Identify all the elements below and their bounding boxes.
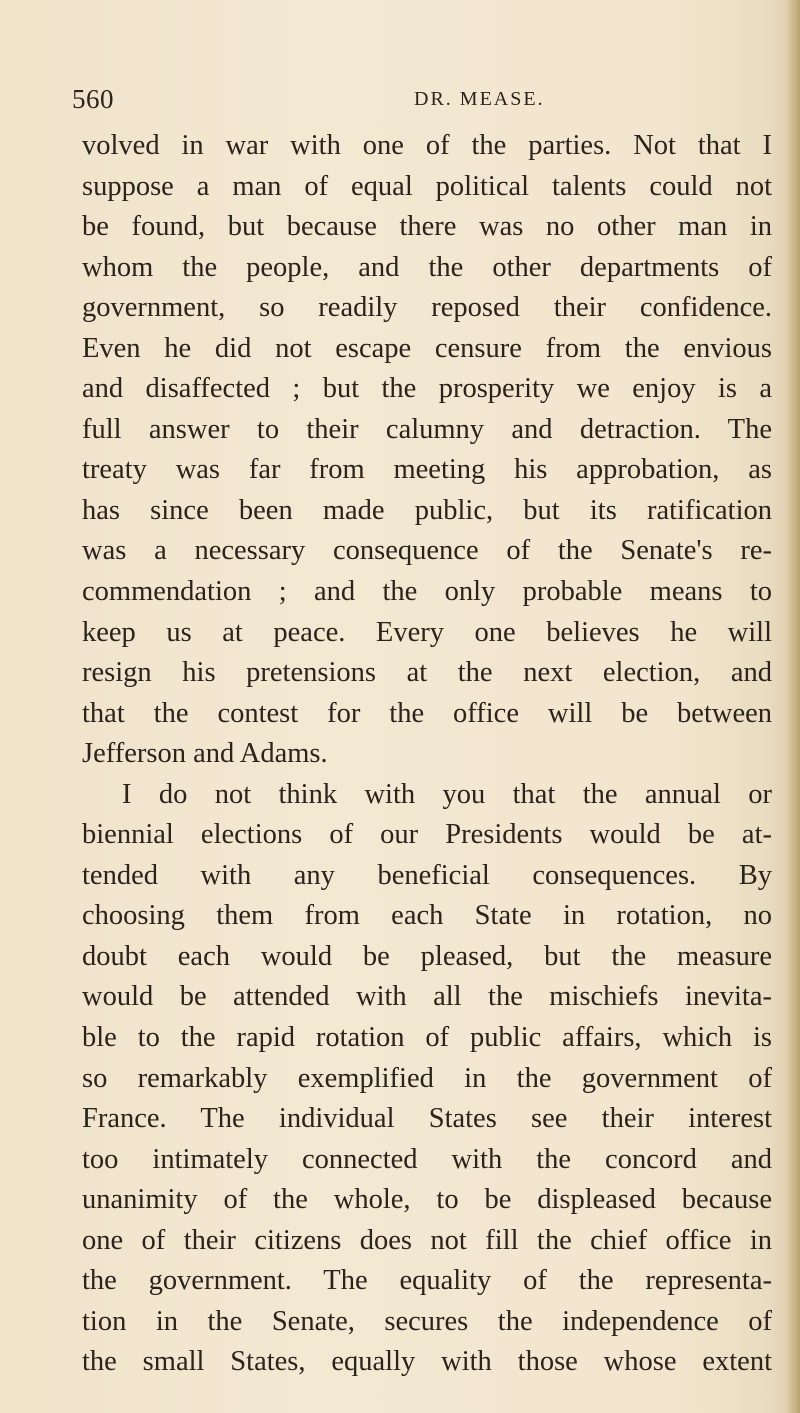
text-line: doubt each would be pleased, but the measure — [82, 940, 772, 972]
text-line: volved in war with one of the parties. Not that I — [82, 130, 772, 161]
text-line: one of their citizens does not fill the chief office in — [82, 1224, 772, 1256]
text-line: full answer to their calumny and detraction. The — [82, 413, 772, 445]
text-line: Even he did not escape censure from the envious — [82, 332, 772, 364]
text-line: unanimity of the whole, to be displeased because — [82, 1184, 772, 1216]
paragraph-end-line: Jefferson and Adams. — [82, 738, 328, 770]
text-line: government, so readily reposed their confidence. — [82, 292, 772, 324]
running-head — [72, 84, 712, 118]
page-edge — [786, 0, 800, 1413]
text-line: commendation ; and the only probable means to — [82, 576, 772, 608]
paragraph-start-line: I do not think with you that the annual or — [122, 778, 772, 810]
text-line: tended with any beneficial consequences. By — [82, 859, 772, 891]
text-line: the government. The equality of the representa- — [82, 1265, 772, 1297]
text-line: ble to the rapid rotation of public affairs, which is — [82, 1022, 772, 1054]
text-line: be found, but because there was no other man in — [82, 211, 772, 243]
text-line: choosing them from each State in rotation, no — [82, 900, 772, 932]
text-line: would be attended with all the mischiefs inevita- — [82, 981, 772, 1013]
text-line: too intimately connected with the concord and — [82, 1143, 772, 1175]
text-line: France. The individual States see their interest — [82, 1103, 772, 1135]
text-line: was a necessary consequence of the Senate's re- — [82, 535, 772, 567]
text-line: and disaffected ; but the prosperity we enjoy is a — [82, 373, 772, 405]
text-line: keep us at peace. Every one believes he will — [82, 616, 772, 648]
text-line: that the contest for the office will be between — [82, 697, 772, 729]
text-line: resign his pretensions at the next election, and — [82, 657, 772, 689]
running-title: DR. MEASE. — [414, 88, 545, 110]
text-line: the small States, equally with those whose extent — [82, 1346, 772, 1378]
text-line: suppose a man of equal political talents could not — [82, 170, 772, 202]
text-line: treaty was far from meeting his approbation, as — [82, 454, 772, 486]
page-number: 560 — [72, 84, 114, 114]
text-line: biennial elections of our Presidents would be at- — [82, 819, 772, 851]
text-line: whom the people, and the other departments of — [82, 251, 772, 283]
text-line: so remarkably exemplified in the government of — [82, 1062, 772, 1094]
text-line: tion in the Senate, secures the independence of — [82, 1305, 772, 1337]
text-line: has since been made public, but its ratification — [82, 494, 772, 526]
body-text — [82, 126, 772, 1383]
